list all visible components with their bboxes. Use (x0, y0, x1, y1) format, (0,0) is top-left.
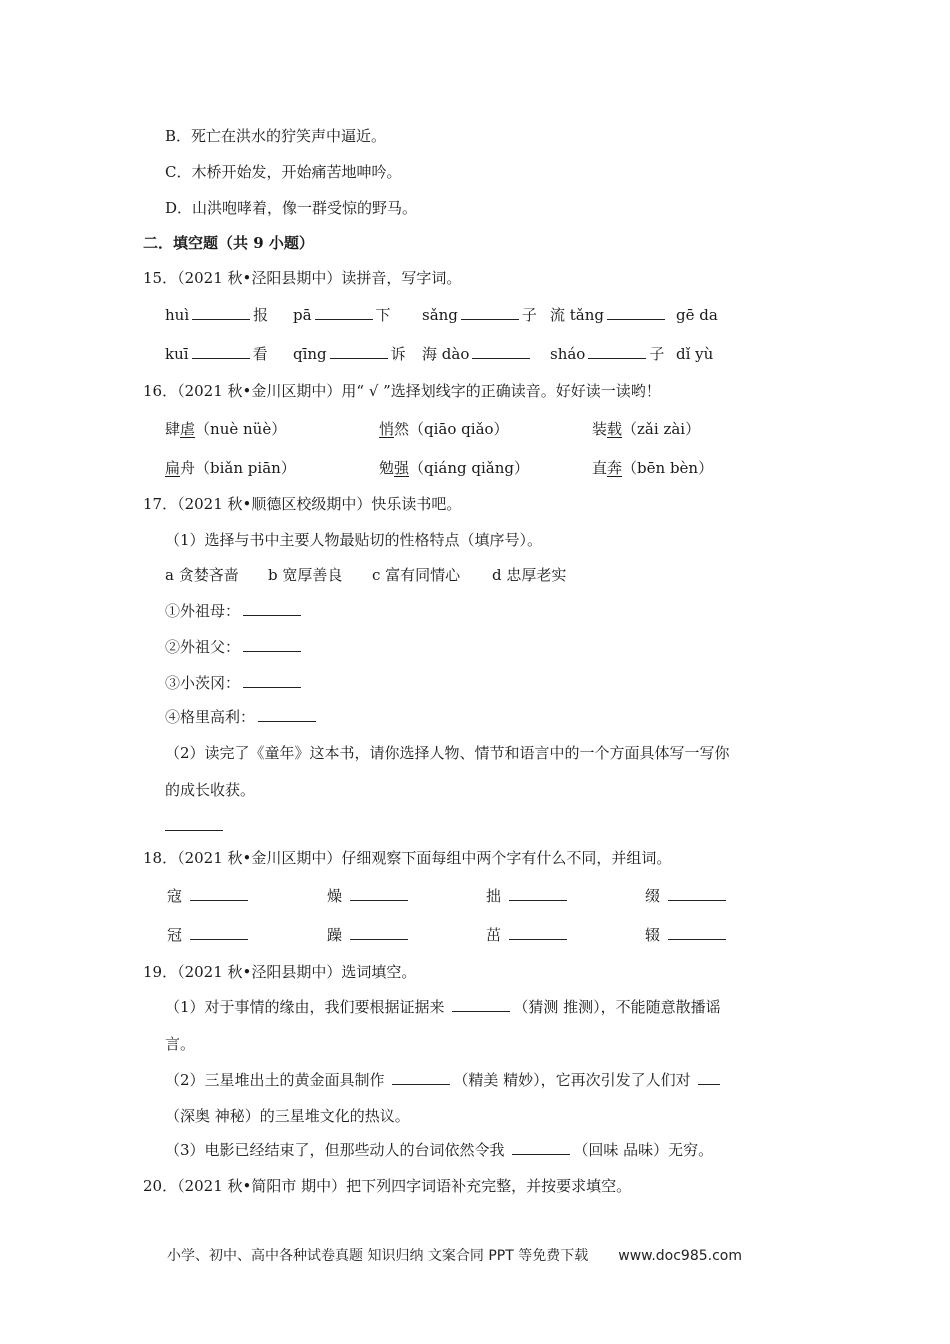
pinyin: pā (293, 306, 312, 324)
q19-part2-cont: （深奥 神秘）的三星堆文化的热议。 (165, 1107, 410, 1125)
text: （精美 精妙），它再次引发了人们对 (453, 1071, 691, 1089)
answer-blank[interactable] (350, 886, 408, 901)
answer-blank[interactable] (243, 673, 301, 688)
answer-blank[interactable] (668, 886, 726, 901)
char: 寇 (167, 887, 183, 905)
q17-header: 17．（2021 秋•顺德区校级期中）快乐读书吧。 (143, 495, 462, 513)
reading-item (592, 458, 713, 478)
choice-c: c 富有同情心 (372, 566, 461, 584)
char: 肆 (165, 420, 181, 438)
footer-site-link[interactable]: www.doc985.com (618, 1248, 742, 1264)
answer-blank[interactable] (509, 886, 567, 901)
char-item (167, 886, 251, 906)
character-item (165, 707, 319, 727)
choice-a: a 贪婪吝啬 (165, 566, 239, 584)
q19-part1-cont: 言。 (165, 1035, 196, 1053)
q19-part2 (165, 1070, 723, 1090)
answer-blank[interactable] (588, 344, 646, 359)
pinyin: qīng (293, 345, 327, 363)
underlined-char: 奔 (607, 459, 623, 477)
reading-item (379, 419, 509, 439)
pinyin-item (293, 305, 391, 325)
answer-blank[interactable] (243, 601, 301, 616)
q18-header: 18．（2021 秋•金川区期中）仔细观察下面每组中两个字有什么不同，并组词。 (143, 849, 672, 867)
pinyin-item (550, 305, 668, 325)
character-label: ①外祖母： (165, 602, 241, 620)
answer-blank[interactable] (512, 1140, 570, 1155)
choice-d: d 忠厚老实 (492, 566, 567, 584)
suffix: 报 (253, 306, 269, 324)
answer-blank[interactable] (509, 925, 567, 940)
answer-blank[interactable] (392, 1070, 450, 1085)
text: （2）三星堆出土的黄金面具制作 (165, 1071, 385, 1089)
answer-blank[interactable] (243, 637, 301, 652)
q19-header: 19．（2021 秋•泾阳县期中）选词填空。 (143, 963, 417, 981)
answer-blank[interactable] (315, 305, 373, 320)
answer-blank[interactable] (190, 886, 248, 901)
reading-item (379, 458, 529, 478)
pinyin-item (676, 305, 718, 325)
reading-item (592, 419, 700, 439)
char: 冠 (167, 926, 183, 944)
answer-blank[interactable] (192, 305, 250, 320)
suffix: 下 (375, 306, 391, 324)
char-item (327, 925, 411, 945)
suffix: 子 (521, 306, 537, 324)
char: 茁 (486, 926, 502, 944)
char: 拙 (486, 887, 502, 905)
answer-blank[interactable] (258, 707, 316, 722)
char: 辍 (645, 926, 661, 944)
q19-part3 (165, 1140, 713, 1160)
answer-blank[interactable] (452, 997, 510, 1012)
char: 舟 (180, 459, 196, 477)
pinyin-options[interactable]: （nuè nüè） (195, 420, 287, 438)
q20-header: 20．（2021 秋•简阳市 期中）把下列四字词语补充完整，并按要求填空。 (143, 1177, 632, 1195)
footer-text: 小学、初中、高中各种试卷真题 知识归纳 文案合同 PPT 等免费下载 (167, 1248, 589, 1264)
pinyin: gē da (676, 306, 718, 324)
answer-blank[interactable] (461, 305, 519, 320)
page-footer (167, 1245, 742, 1265)
pinyin-item (676, 344, 713, 364)
text: （回味 品味）无穷。 (573, 1141, 714, 1159)
pinyin-options[interactable]: （qiāo qiǎo） (409, 420, 509, 438)
char-item (645, 925, 729, 945)
answer-blank[interactable] (668, 925, 726, 940)
q17-part2-line1: （2）读完了《童年》这本书，请你选择人物、情节和语言中的一个方面具体写一写你 (165, 744, 730, 762)
char-item (486, 886, 570, 906)
pinyin: 流 tǎng (550, 306, 605, 324)
underlined-char: 扁 (165, 459, 181, 477)
suffix: 诉 (390, 345, 406, 363)
suffix: 看 (252, 345, 268, 363)
text: （3）电影已经结束了，但那些动人的台词依然令我 (165, 1141, 505, 1159)
pinyin-item (165, 344, 268, 364)
pinyin: dǐ yù (676, 345, 714, 363)
underlined-char: 悄 (379, 420, 395, 438)
answer-blank[interactable] (190, 925, 248, 940)
q17-part1: （1）选择与书中主要人物最贴切的性格特点（填序号）。 (165, 531, 543, 549)
text: （猜测 推测），不能随意散播谣 (513, 998, 721, 1016)
answer-blank[interactable] (698, 1070, 720, 1085)
pinyin: huì (165, 306, 190, 324)
pinyin-item (422, 305, 537, 325)
q15-header: 15．（2021 秋•泾阳县期中）读拼音，写字词。 (143, 269, 462, 287)
pinyin: kuī (165, 345, 189, 363)
char: 勉 (379, 459, 395, 477)
section-title: 二．填空题（共 9 小题） (143, 234, 314, 252)
pinyin-options[interactable]: （zǎi zài） (622, 420, 701, 438)
char: 然 (394, 420, 410, 438)
text: （1）对于事情的缘由，我们要根据证据来 (165, 998, 445, 1016)
choice-b: b 宽厚善良 (268, 566, 343, 584)
pinyin-item (422, 344, 533, 364)
q17-part2-line2: 的成长收获。 (165, 781, 256, 799)
q16-header: 16．（2021 秋•金川区期中）用“ √ ”选择划线字的正确读音。好好读一读哟！ (143, 382, 661, 400)
char: 缀 (645, 887, 661, 905)
character-label: ④格里高利： (165, 708, 256, 726)
reading-item (165, 458, 296, 478)
char: 装 (592, 420, 608, 438)
character-label: ③小茨冈： (165, 674, 241, 692)
char-item (645, 886, 729, 906)
char-item (167, 925, 251, 945)
character-label: ②外祖父： (165, 638, 241, 656)
pinyin-options[interactable]: （qiáng qiǎng） (409, 459, 530, 477)
reading-item (165, 419, 286, 439)
pinyin: sháo (550, 345, 586, 363)
answer-blank[interactable] (192, 344, 250, 359)
q19-part1 (165, 997, 721, 1017)
char: 燥 (327, 887, 343, 905)
answer-blank[interactable] (607, 305, 665, 320)
character-item (165, 637, 304, 657)
answer-blank[interactable] (330, 344, 388, 359)
answer-blank[interactable] (472, 344, 530, 359)
answer-blank[interactable] (350, 925, 408, 940)
pinyin-item (293, 344, 406, 364)
character-item (165, 673, 304, 693)
pinyin: sǎng (422, 306, 458, 324)
character-item (165, 601, 304, 621)
q17-answer-blank[interactable] (162, 816, 226, 836)
q14-option-b: B．死亡在洪水的狞笑声中逼近。 (165, 127, 387, 145)
q14-option-d: D．山洪咆哮着，像一群受惊的野马。 (165, 199, 418, 217)
char-item (486, 925, 570, 945)
pinyin-options[interactable]: （biǎn piān） (195, 459, 296, 477)
underlined-char: 载 (607, 420, 623, 438)
underlined-char: 强 (394, 459, 410, 477)
char: 躁 (327, 926, 343, 944)
char-item (327, 886, 411, 906)
q14-option-c: C．木桥开始发，开始痛苦地呻吟。 (165, 163, 402, 181)
suffix: 子 (649, 345, 665, 363)
pinyin-options[interactable]: （bēn bèn） (622, 459, 714, 477)
underlined-char: 虐 (180, 420, 196, 438)
pinyin-item (550, 344, 664, 364)
pinyin-item (165, 305, 268, 325)
pinyin: 海 dào (422, 345, 470, 363)
char: 直 (592, 459, 608, 477)
